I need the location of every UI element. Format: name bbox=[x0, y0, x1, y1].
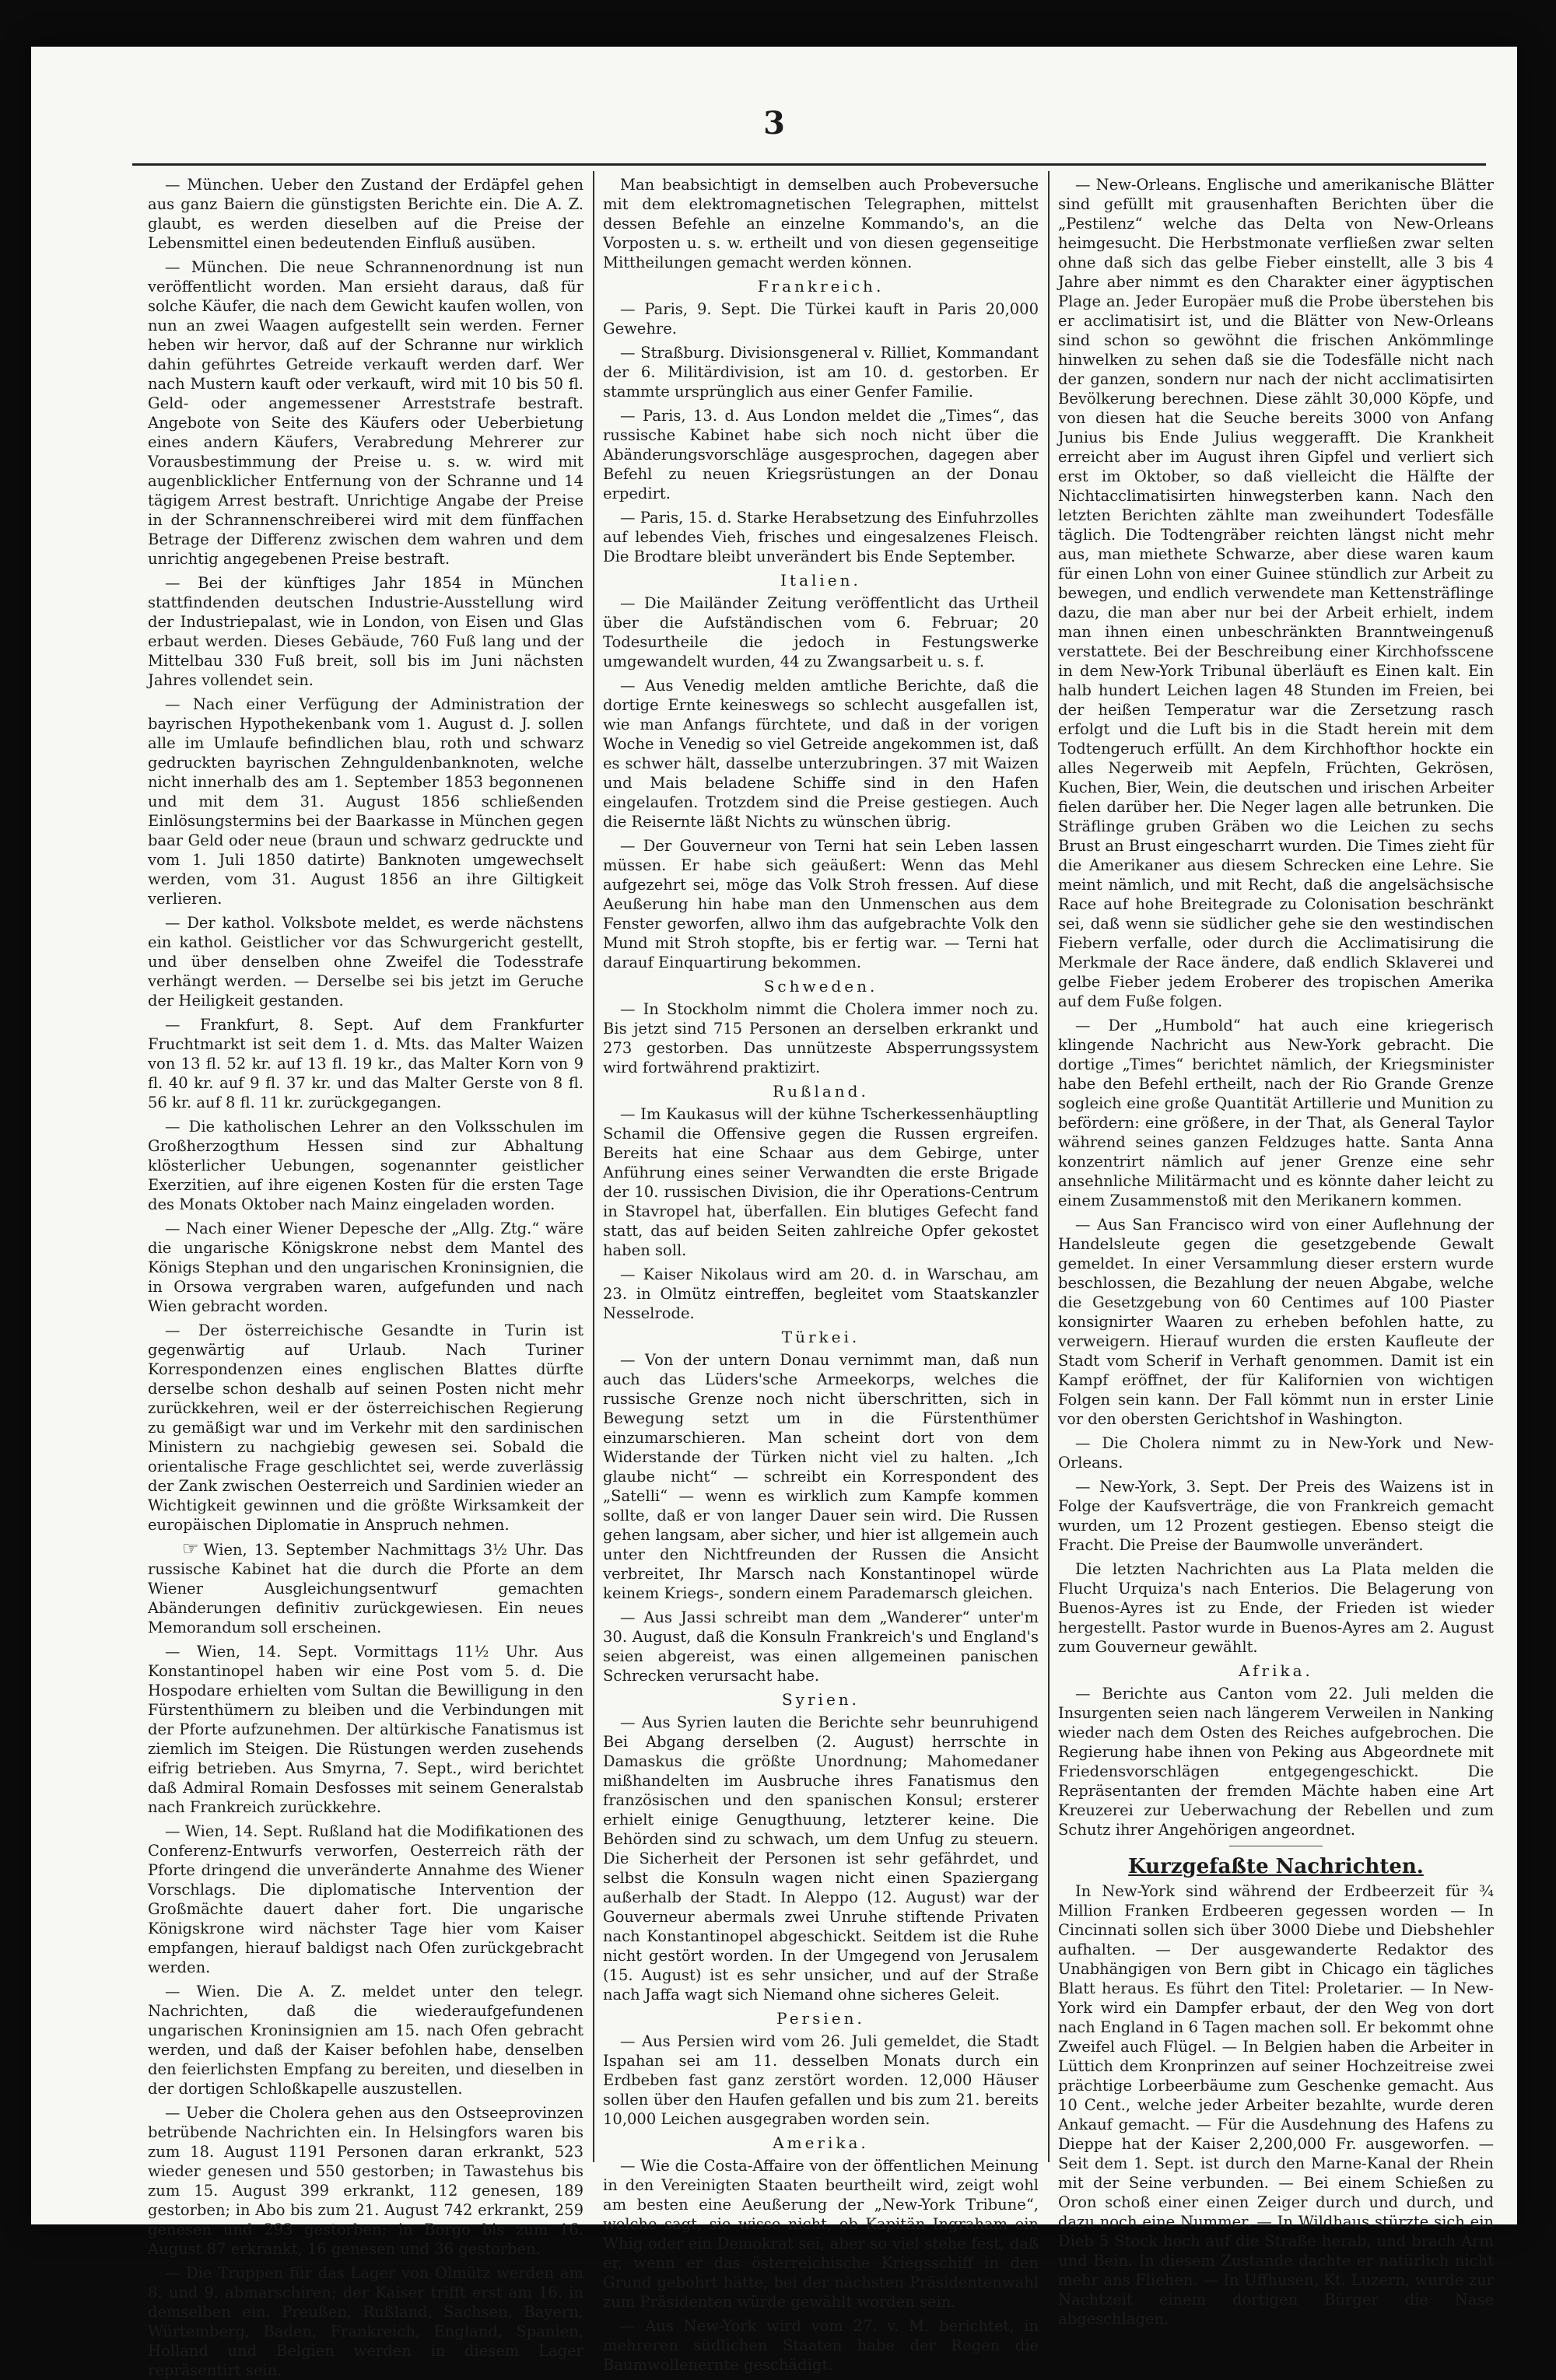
article-paragraph bbox=[603, 175, 1039, 272]
article-text: — New-Orleans. Englische und amerikanische Blätter sind gefüllt mit grausenhaften Berichten über die „Pestilenz“ welche das Delta von New-Orleans heimgesucht. Die Herbstmonate verfließen zwar selten ohne daß sich das gelbe Fieber einstellt, alle 3 bis 4 Jahre aber nimmt es den Charakter einer ägyptischen Plage an. Jeder Europäer muß die Probe überstehen bis er acclimatisirt ist, und die Blätter von New-Orleans sind schon so gewöhnt die frischen Ankömmlinge hinwelken zu sehen daß sie die Todesfälle nicht nach der ganzen, sondern nur nach der nicht acclimatisirten Bevölkerung berechnen. Diese zählt 30,000 Köpfe, und von diesen hat die Seuche bereits 3000 von Anfang Junius bis Ende Julius weggerafft. Die Krankheit erreicht aber im August ihren Gipfel und verliert sich erst im Oktober, so daß vielleicht die Hälfte der Nichtacclimatisirten hinwegsterben kann. Nach den letzten Berichten zählte man zweihundert Todesfälle täglich. Die Todtengräber reichten längst nicht mehr aus, man miethete Schwarze, aber diese waren kaum für einen Lohn von einer Guinee stündlich zur Arbeit zu bewegen, und endlich verwendete man Kettensträflinge dazu, die man aber nur bei der Arbeit erhielt, indem man ihnen einen unbeschränkten Branntweingenuß verstattete. Bei der Beschreibung einer Kirchhofsscene in dem New-York Tribunal überläuft es Einen kalt. Ein halb hundert Leichen lagen 48 Stunden im Freien, bei der heißen Temperatur war die Zersetzung rasch erfolgt und die Luft bis in die Stadt herein mit dem Todtengeruch erfüllt. An dem Kirchhofthor hockte ein alles Negerweib mit Aepfeln, Früchten, Gekrösen, Kuchen, Bier, Wein, die deutschen und irischen Arbeiter fielen darüber her. Die Neger lagen alle betrunken. Die Sträflinge gruben Gräben wo die Leichen zu sechs Brust an Brust eingescharrt wurden. Die Times zieht für die Amerikaner aus diesem Schrecken eine Lehre. Sie meint nämlich, und mit Recht, daß die angelsächsische Race auf hohe Breitegrade zu Colonisation beschränkt sei, daß wenn sie südlicher gehe sie den westindischen Fiebern verfalle, oder durch die Acclimatisirung die Merkmale der Race ändere, daß endlich Sklaverei und gelbe Fieber jedem Eroberer des tropischen Amerika auf dem Fuße folgen. bbox=[1058, 176, 1494, 1010]
article-text: — Paris, 15. d. Starke Herabsetzung des Einfuhrzolles auf lebendes Vieh, frisches und eingesalzenes Fleisch. Die Brodtare bleibt unverändert bis Ende September. bbox=[603, 509, 1039, 565]
article-paragraph bbox=[603, 1265, 1039, 1323]
article-paragraph bbox=[1058, 1433, 1494, 1472]
article-text: — Aus Venedig melden amtliche Berichte, daß die dortige Ernte keineswegs so schlecht ausgefallen ist, wie man Anfangs fürchtete, und daß in der vorigen Woche in Venedig so viel Getreide angekommen ist, daß es schwer hält, dasselbe unterzubringen. 37 mit Waizen und Mais beladene Schiffe sind in den Hafen eingelaufen. Trotzdem sind die Preise gestiegen. Auch die Reisernte läßt Nichts zu wünschen übrig. bbox=[603, 677, 1039, 831]
article-paragraph bbox=[603, 2156, 1039, 2312]
article-text: — Aus New-York wird vom 27. v. M. berichtet, in mehreren südlichen Staaten habe der Regen die Baumwollenernte geschädigt. bbox=[603, 2317, 1039, 2374]
article-text: — München. Ueber den Zustand der Erdäpfel gehen aus ganz Baiern die günstigsten Berichte ein. Die A. Z. glaubt, es werden dieselben auf die Preise der Lebensmittel einen bedeutenden Einfluß ausüben. bbox=[148, 176, 584, 252]
article-text: Man beabsichtigt in demselben auch Probeversuche mit dem elektromagnetischen Telegraphen, mittelst dessen Befehle an einzelne Kommando's, an die Vorposten u. s. w. ertheilt und von diesen gegenseitige Mittheilungen gemacht werden können. bbox=[603, 176, 1039, 271]
section-heading: Afrika. bbox=[1239, 1661, 1313, 1680]
article-text: — Wien, 14. Sept. Vormittags 11½ Uhr. Aus Konstantinopel haben wir eine Post vom 5. d. Die Hospodare erhielten vom Sultan die Bewilligung in den Fürstenthümern zu bleiben und die Verbindungen mit der Pforte aufzunehmen. Der altürkische Fanatismus ist ziemlich im Steigen. Die Rüstungen werden zusehends eifrig betrieben. Aus Smyrna, 7. Sept., wird berichtet daß Admiral Romain Desfosses mit seinem Generalstab nach Frankreich zurückkehre. bbox=[148, 1643, 584, 1816]
article-text: — Nach einer Verfügung der Administration der bayrischen Hypothekenbank vom 1. August d. J. sollen alle im Umlaufe befindlichen blau, roth und schwarz gedruckten bayrischen Zehnguldenbanknoten, welche nicht innerhalb des am 1. September 1853 begonnenen und mit dem 31. August 1856 schließenden Einlösungstermins bei der Baarkasse in München gegen baar Geld oder neue (braun und schwarz gedruckte und vom 1. Juli 1850 datirte) Banknoten umgewechselt werden, vom 31. August 1856 an ihre Giltigkeit verlieren. bbox=[148, 695, 584, 908]
article-text: Wien, 13. September Nachmittags 3½ Uhr. Das russische Kabinet hat die durch die Pforte an dem Wiener Ausgleichungsentwurf gemachten Abänderungen definitiv zurückgewiesen. Ein neues Memorandum soll erscheinen. bbox=[148, 1541, 584, 1636]
article-paragraph bbox=[148, 1321, 584, 1535]
article-text: — Frankfurt, 8. Sept. Auf dem Frankfurter Fruchtmarkt ist seit dem 1. d. Mts. das Malter Waizen von 13 fl. 52 kr. auf 13 fl. 19 kr., das Malter Korn von 9 fl. 40 kr. auf 9 fl. 37 kr. und das Malter Gerste von 8 fl. 56 kr. auf 8 fl. 11 kr. zurückgegangen. bbox=[148, 1016, 584, 1111]
column-divider-2 bbox=[1048, 171, 1050, 2162]
article-paragraph bbox=[603, 508, 1039, 566]
article-text: — Kaiser Nikolaus wird am 20. d. in Warschau, am 23. in Olmütz eintreffen, begleitet vom Staatskanzler Nesselrode. bbox=[603, 1265, 1039, 1322]
article-text: — Nach einer Wiener Depesche der „Allg. Ztg.“ wäre die ungarische Königskrone nebst dem Mantel des Königs Stephan und den ungarischen Kroninsignien, die in Orsowa vergraben waren, aufgefunden und nach Wien gebracht worden. bbox=[148, 1220, 584, 1315]
article-paragraph bbox=[148, 1642, 584, 1817]
article-paragraph bbox=[148, 1822, 584, 1977]
article-text: — Straßburg. Divisionsgeneral v. Rilliet, Kommandant der 6. Militärdivision, ist am 10. d. gestorben. Er stammte ursprünglich aus einer Genfer Familie. bbox=[603, 344, 1039, 401]
article-text: — Im Kaukasus will der kühne Tscherkessenhäuptling Schamil die Offensive gegen die Russen ergreifen. Bereits hat eine Schaar aus dem Gebirge, unter Anführung eines seiner Verwandten die erste Brigade der 10. russischen Division, die ihr Operations-Centrum in Stavropel hat, überfallen. Ein blutiges Gefecht fand statt, das auf beiden Seiten zahlreiche Opfer gekostet haben soll. bbox=[603, 1105, 1039, 1259]
article-paragraph bbox=[148, 1117, 584, 1214]
article-text: — Die Truppen für das Lager von Olmütz werden am 8. und 9. abmarschiren; der Kaiser trifft erst am 16. in demselben ein. Preußen, Rußland, Sachsen, Bayern, Würtemberg, Baden, Frankreich, England, Spanien, Holland und Belgien werden in diesem Lager repräsentirt sein. bbox=[148, 2264, 584, 2379]
column-3 bbox=[1058, 175, 1494, 2328]
article-paragraph bbox=[603, 1350, 1039, 1603]
article-paragraph bbox=[603, 406, 1039, 503]
article-paragraph bbox=[148, 1015, 584, 1112]
section-heading: Schweden. bbox=[763, 977, 878, 996]
header-rule bbox=[132, 163, 1486, 166]
section-heading: Italien. bbox=[780, 571, 861, 590]
article-text: — Der Gouverneur von Terni hat sein Leben lassen müssen. Er habe sich geäußert: Wenn das Mehl aufgezehrt sei, möge das Volk Stroh fressen. Auf diese Aeußerung hin habe man den Unmenschen aus dem Fenster geworfen, allwo ihm das aufgebrachte Volk den Mund mit Stroh stopfte, bis er fertig war. — Terni hat darauf Einquartirung bekommen. bbox=[603, 837, 1039, 971]
article-text: Die letzten Nachrichten aus La Plata melden die Flucht Urquiza's nach Enterios. Die Belagerung von Buenos-Ayres ist zu Ende, der Frieden ist wieder hergestellt. Pastor wurde in Buenos-Ayres am 2. August zum Gouverneur gewählt. bbox=[1058, 1560, 1494, 1656]
article-text: — Paris, 9. Sept. Die Türkei kauft in Paris 20,000 Gewehre. bbox=[603, 300, 1039, 338]
article-paragraph bbox=[148, 2103, 584, 2259]
article-text: — Die katholischen Lehrer an den Volksschulen im Großherzogthum Hessen sind zur Abhaltung klösterlicher Uebungen, sogenannter geistlicher Exerzitien, auf ihre eigenen Kosten für die ersten Tage des Monats Oktober nach Mainz eingeladen worden. bbox=[148, 1118, 584, 1213]
article-paragraph bbox=[603, 1608, 1039, 1685]
article-paragraph bbox=[148, 2263, 584, 2380]
article-paragraph bbox=[1058, 1684, 1494, 1839]
article-paragraph bbox=[1058, 1016, 1494, 1210]
article-text: — München. Die neue Schrannenordnung ist nun veröffentlicht worden. Man ersieht daraus, daß für solche Käufer, die nach dem Gewicht kaufen wollen, von nun an zwei Waagen aufgestellt sein werden. Ferner heben wir hervor, daß auf der Schranne nur wirklich dahin geführtes Getreide verkauft werden darf. Wer nach Mustern kauft oder verkauft, wird mit 10 bis 50 fl. Geld- oder angemessener Arreststrafe bestraft. Angebote von Seite des Käufers oder Ueberbietung eines andern Käufers, Verabredung Mehrerer zur Vorausbestimmung der Preise u. s. w. wird mit augenblicklicher Entfernung von der Schranne und 14 tägigem Arrest bestraft. Unrichtige Angabe der Preise in der Schrannenschreiberei wird mit dem fünffachen Betrage der Differenz zwischen dem wahren und dem unrichtig angegebenen Preise bestraft. bbox=[148, 258, 584, 568]
column-1 bbox=[148, 175, 584, 2379]
article-paragraph bbox=[148, 175, 584, 253]
section-heading: Türkei. bbox=[781, 1328, 860, 1346]
section-heading: Rußland. bbox=[773, 1082, 869, 1101]
article-paragraph bbox=[603, 593, 1039, 671]
article-paragraph bbox=[603, 1104, 1039, 1260]
column-2 bbox=[603, 175, 1039, 2374]
article-paragraph bbox=[603, 2316, 1039, 2375]
article-paragraph bbox=[1058, 1477, 1494, 1555]
article-text: — Paris, 13. d. Aus London meldet die „Times“, das russische Kabinet habe sich noch nicht über die Abänderungsvorschläge ausgesprochen, dagegen aber Befehl zu neuen Kriegsrüstungen an der Donau erpedirt. bbox=[603, 407, 1039, 502]
article-text: — Der kathol. Volksbote meldet, es werde nächstens ein kathol. Geistlicher vor das Schwurgericht gestellt, und über denselben ohne Zweifel die Todesstrafe verhängt werden. — Derselbe sei bis jetzt im Geruche der Heiligkeit gestanden. bbox=[148, 914, 584, 1010]
article-paragraph bbox=[148, 913, 584, 1010]
article-text: — Ueber die Cholera gehen aus den Ostseeprovinzen betrübende Nachrichten ein. In Helsingfors waren bis zum 18. August 1191 Personen daran erkrankt, 523 wieder genesen und 550 gestorben; in Tawastehus bis zum 15. August 399 erkrankt, 112 genesen, 189 gestorben; in Abo bis zum 21. August 742 erkrankt, 259 genesen und 293 gestorben; in Borgo bis zum 16. August 87 erkrankt, 16 genesen und 36 gestorben. bbox=[148, 2104, 584, 2258]
article-text: — Bei der künftiges Jahr 1854 in München stattfindenden deutschen Industrie-Ausstellung wird der Industriepalast, wie in London, von Eisen und Glas erbaut werden. Dieses Gebäude, 760 Fuß lang und der Mittelbau 330 Fuß breit, soll bis im Juni nächsten Jahres vollendet sein. bbox=[148, 574, 584, 689]
article-text: — Der „Humbold“ hat auch eine kriegerisch klingende Nachricht aus New-York gebracht. Die dortige „Times“ berichtet nämlich, der Kriegsminister habe den Befehl ertheilt, nach der Rio Grande Grenze sogleich eine große Quantität Artillerie und Munition zu befördern: eine größere, in der That, als General Taylor während seines ganzen Feldzuges hatte. Santa Anna konzentrirt nämlich auf jener Grenze eine sehr ansehnliche Militärmacht und es könnte daher leicht zu einem Zusammenstoß mit den Merikanern kommen. bbox=[1058, 1017, 1494, 1209]
article-text: — Der österreichische Gesandte in Turin ist gegenwärtig auf Urlaub. Nach Turiner Korrespondenzen eines englischen Blattes dürfte derselbe schon deshalb auf seinen Posten nicht mehr zurückkehren, weil er der österreichischen Regierung zu gemäßigt war und im Verkehr mit den sardinischen Ministern zu nachgiebig gewesen sei. Sobald die orientalische Frage geschlichtet sei, werde zuverlässig der Zank zwischen Oesterreich und Sardinien wieder an Wichtigkeit gewinnen und die größte Wirksamkeit der europäischen Diplomatie in Anspruch nehmen. bbox=[148, 1321, 584, 1534]
article-paragraph bbox=[603, 999, 1039, 1077]
article-text: — Wien. Die A. Z. meldet unter den telegr. Nachrichten, daß die wiederaufgefundenen ungarischen Kroninsignien am 15. nach Ofen gebracht werden, und daß der Kaiser befohlen habe, denselben den feierlichsten Empfang zu bereiten, und dieselben in der dortigen Schloßkapelle auszustellen. bbox=[148, 1983, 584, 2098]
page-number: 3 bbox=[763, 105, 785, 142]
article-paragraph bbox=[603, 343, 1039, 401]
article-text: — Wien, 14. Sept. Rußland hat die Modifikationen des Conferenz-Entwurfs verworfen, Oesterreich räth der Pforte dringend die unveränderte Annahme des Wiener Vorschlags. Die diplomatische Intervention der Großmächte dauert daher fort. Die ungarische Königskrone wird nächster Tage hier vom Kaiser empfangen, hierauf baldigst nach Ofen zurückgebracht werden. bbox=[148, 1822, 584, 1976]
section-title: Kurzgefaßte Nachrichten. bbox=[1128, 1855, 1424, 1878]
article-text: — New-York, 3. Sept. Der Preis des Waizens ist in Folge der Kaufsverträge, die von Frankreich gemacht wurden, um 12 Prozent gestiegen. Ebenso steigt die Fracht. Die Preise der Baumwolle unverändert. bbox=[1058, 1478, 1494, 1554]
article-paragraph bbox=[603, 676, 1039, 831]
article-text: In New-York sind während der Erdbeerzeit für ¾ Million Franken Erdbeeren gegessen worden — In Cincinnati sollen sich über 3000 Diebe und Diebshehler aufhalten. — Der ausgewanderte Redaktor des Unabhängigen von Bern gibt in Chicago ein tägliches Blatt heraus. Es führt den Titel: Proletarier. — In New-York wird ein Dampfer erbaut, der den Weg von dort nach England in 6 Tagen machen soll. Er bekommt ohne Zweifel auch Flügel. — In Belgien haben die Arbeiter in Lüttich dem Kronprinzen auf seiner Hochzeitreise zwei prächtige Lorbeerbäume zum Geschenke gemacht. Aus 10 Cent., welche jeder Arbeiter bezahlte, wurde deren Ankauf gemacht. — Für die Ausdehnung des Hafens zu Dieppe hat der Kaiser 2,200,000 Fr. ausgeworfen. — Seit dem 1. Sept. ist durch den Marne-Kanal der Rhein mit der Seine verbunden. — Bei einem Schießen zu Oron schoß einer einen Zeiger durch und durch, und dazu noch eine Nummer. — In Wildhaus stürzte sich ein Dieb 5 Stock hoch auf die Straße herab, und brach Arm und Bein. In diesem Zustande dachte er natürlich nicht mehr ans Fliehen. — In Uffhusen, Kt. Luzern, wurde zur Nachtzeit einem dortigen Bürger die Nase abgeschlagen. bbox=[1058, 1882, 1494, 2328]
article-paragraph bbox=[1058, 1559, 1494, 1657]
article-paragraph bbox=[603, 299, 1039, 338]
article-text: — Wie die Costa-Affaire von der öffentlichen Meinung in den Vereinigten Staaten beurtheilt wird, zeigt wohl am besten eine Aeußerung der „New-York Tribune“, welche sagt, sie wisse nicht, ob Kapitän Ingraham ein Whig oder ein Demokrat sei, aber so viel stehe fest, daß er, wenn er das österreichische Kriegsschiff in den Grund gebohrt hätte, bei der nächsten Präsidentenwahl zum Präsidenten würde gewählt worden sein. bbox=[603, 2157, 1039, 2311]
article-paragraph bbox=[148, 1982, 584, 2098]
article-paragraph bbox=[148, 1539, 584, 1637]
newspaper-page bbox=[31, 47, 1517, 2379]
article-paragraph bbox=[1058, 1881, 1494, 2329]
article-paragraph bbox=[1058, 1215, 1494, 1429]
article-text: — Von der untern Donau vernimmt man, daß nun auch das Lüders'sche Armeekorps, welches die russische Grenze noch nicht überschritten, sich in Bewegung setzt um in die Fürstenthümer einzumarschieren. Man scheint dort von dem Widerstande der Türken nicht viel zu halten. „Ich glaube nicht“ — schreibt ein Korrespondent des „Satelli“ — wenn es wirklich zum Kampfe kommen sollte, daß er von langer Dauer sein wird. Die Russen gehen langsam, aber sicher, und hier ist allgemein auch unter den Nichtfreunden der Russen die Ansicht verbreitet, Ihr Marsch nach Konstantinopel würde keinem Kriegs-, sondern einem Parademarsch gleichen. bbox=[603, 1351, 1039, 1602]
article-text: — Die Cholera nimmt zu in New-York und New-Orleans. bbox=[1058, 1434, 1494, 1472]
article-text: — Aus San Francisco wird von einer Auflehnung der Handelsleute gegen die gesetzgebende Gewalt gemeldet. In einer Versammlung dieser erstern wurde beschlossen, die Bezahlung der neuen Abgabe, welche die Gesetzgebung von 60 Centimes auf 100 Piaster konsignirter Waaren zu erheben befohlen hatte, zu verweigern. Hierauf wurden die ersten Kaufleute der Stadt vom Scherif in Verhaft genommen. Damit ist ein Kampf eröffnet, der für Kalifornien von wichtigen Folgen sein kann. Der Fall kömmt nun in erster Linie vor den obersten Gerichtshof in Washington. bbox=[1058, 1216, 1494, 1428]
section-heading: Persien. bbox=[776, 2009, 865, 2028]
section-heading: Syrien. bbox=[781, 1690, 860, 1709]
article-text: — Die Mailänder Zeitung veröffentlicht das Urtheil über die Aufständischen vom 6. Februar; 20 Todesurtheile die jedoch in Festungswerke umgewandelt wurden, 44 zu Zwangsarbeit u. s. f. bbox=[603, 594, 1039, 670]
pointing-hand-icon: ☞ bbox=[182, 1538, 199, 1559]
article-text: — Aus Persien wird vom 26. Juli gemeldet, die Stadt Ispahan sei am 11. desselben Monats durch ein Erdbeben fast ganz zerstört worden. 12,000 Häuser sollen über den Haufen gefallen und bis zum 21. bereits 10,000 Leichen ausgegraben worden sein. bbox=[603, 2032, 1039, 2128]
article-paragraph bbox=[148, 1219, 584, 1316]
article-text: — Aus Jassi schreibt man dem „Wanderer“ unter'm 30. August, daß die Konsuln Frankreich's und England's seien abgereist, was einen allgemeinen panischen Schrecken verursacht habe. bbox=[603, 1608, 1039, 1685]
article-text: — Berichte aus Canton vom 22. Juli melden die Insurgenten seien nach längerem Verweilen in Nanking wieder nach dem Osten des Reiches aufgebrochen. Die Regierung habe ihnen von Peking aus Abgeordnete mit Friedensvorschlägen entgegengeschickt. Die Repräsentanten der fremden Mächte haben eine Art Kreuzerei zur Ueberwachung der Rebellen und zum Schutz ihrer Angehörigen angeordnet. bbox=[1058, 1685, 1494, 1839]
article-paragraph bbox=[603, 2032, 1039, 2129]
section-heading: Amerika. bbox=[773, 2133, 869, 2152]
article-paragraph bbox=[148, 573, 584, 690]
article-paragraph bbox=[1058, 175, 1494, 1011]
article-text: — In Stockholm nimmt die Cholera immer noch zu. Bis jetzt sind 715 Personen an derselben erkrankt und 273 gestorben. Das unnützeste Absperrungssystem wird fortwährend praktizirt. bbox=[603, 1000, 1039, 1076]
article-paragraph bbox=[603, 836, 1039, 972]
section-heading: Frankreich. bbox=[757, 277, 885, 296]
article-text: — Aus Syrien lauten die Berichte sehr beunruhigend Bei Abgang derselben (2. August) herrschte in Damaskus die größte Unordnung; Mahomedaner mißhandelten im Ausbruche ihres Fanatismus den französischen und den spanischen Konsul; ersterer erhielt einige Genugthuung, letzterer keine. Die Behörden sind zu schwach, um dem Unfug zu steuern. Die Sicherheit der Personen ist sehr gefährdet, und selbst die Konsuln wagen nicht einen Spaziergang außerhalb der Stadt. In Aleppo (12. August) war der Gouverneur abermals zwei Unruhe stiftende Privaten nach Konstantinopel abgeschickt. Seitdem ist die Ruhe nicht gestört worden. In der Umgegend von Jerusalem (15. August) ist es sehr unsicher, und auf der Straße nach Jaffa wagt sich Niemand ohne sicheres Geleit. bbox=[603, 1713, 1039, 2004]
column-divider-1 bbox=[593, 171, 594, 2162]
article-paragraph bbox=[148, 257, 584, 569]
article-paragraph bbox=[148, 695, 584, 908]
article-paragraph bbox=[603, 1713, 1039, 2004]
